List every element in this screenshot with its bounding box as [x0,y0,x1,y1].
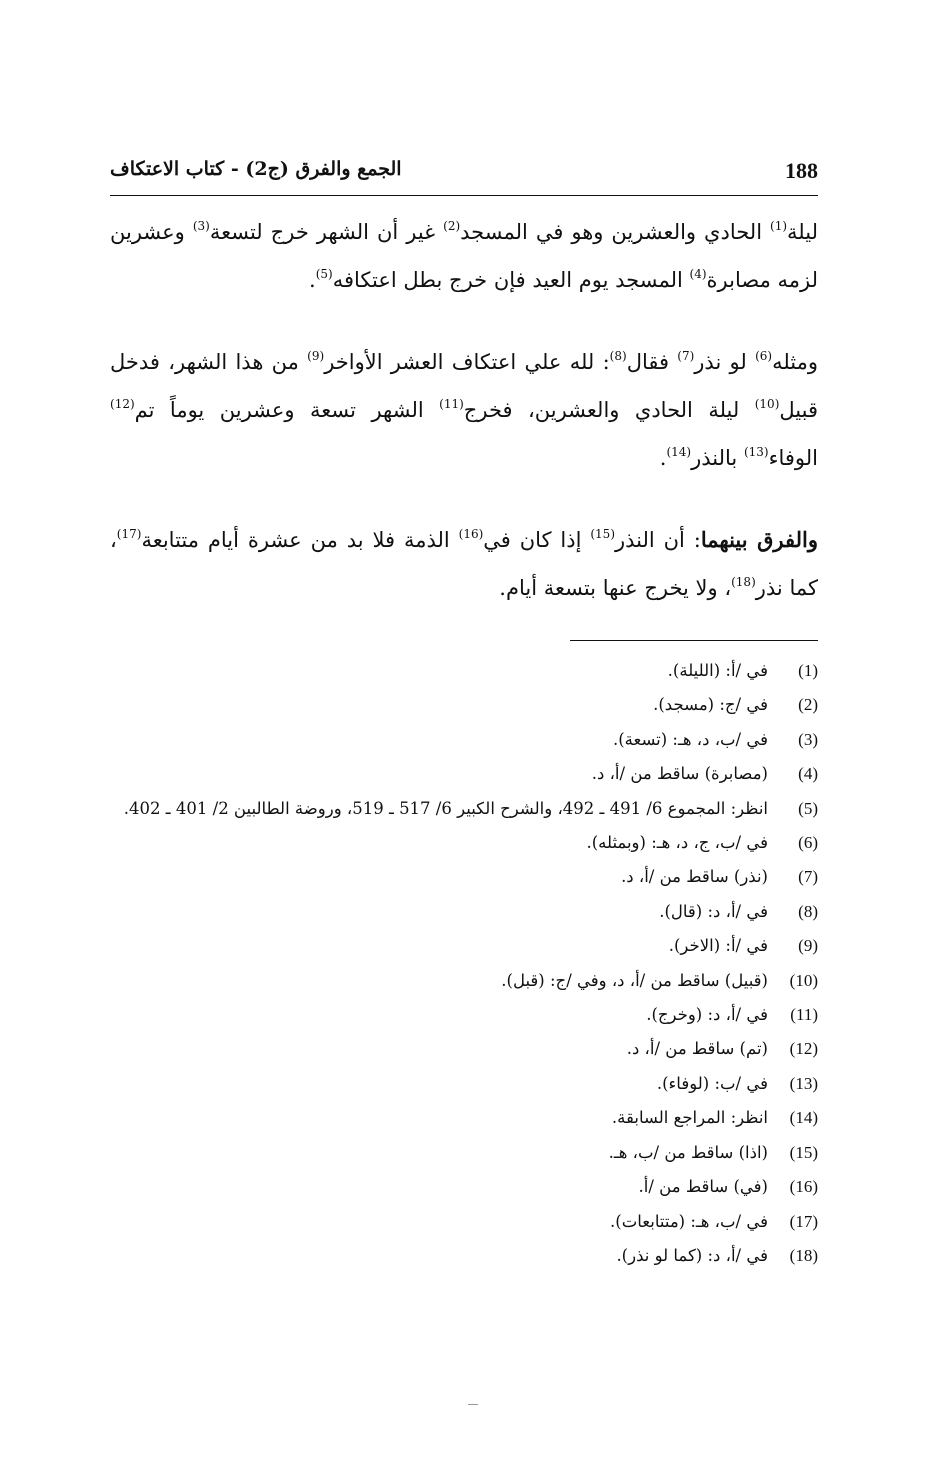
text-segment: ، ولا يخرج عنها بتسعة أيام. [499,576,732,600]
text-segment: . [309,268,316,292]
footnote-text: في /أ، د: (كما لو نذر). [616,1245,768,1265]
footnote-reference: (17) [116,527,142,541]
footnote-item [110,757,818,791]
text-segment: لو نذر [694,350,756,374]
footnote-text: (اذا) ساقط من /ب، هـ. [608,1142,768,1162]
footnote-number: (10) [789,970,818,990]
text-segment: الوفاء [768,446,818,470]
footnote-number: (12) [789,1039,818,1059]
footnote-item [110,1067,818,1101]
text-segment: وعشرين لزمه مصابرة [110,220,818,292]
footnote-reference: (8) [609,349,627,363]
footnote-item [110,860,818,894]
footnote-item [110,1136,818,1170]
page-bottom-mark [468,1404,478,1405]
text-segment: غير أن الشهر خرج لتسعة [209,220,444,244]
paragraph [110,516,818,612]
footnote-text: في /ب، هـ: (متتابعات). [610,1211,768,1231]
page-header [110,156,818,190]
footnote-number: (6) [798,833,818,853]
footnote-item [110,1205,818,1239]
footnote-number: (16) [789,1177,818,1197]
footnote-item [110,1170,818,1204]
footnote-item [110,964,818,998]
footnote-text: في /أ، د: (وخرج). [646,1005,768,1025]
footnote-item [110,688,818,722]
footnote-reference: (9) [307,349,325,363]
paragraph [110,338,818,482]
running-title: الجمع والفرق (ج2) - كتاب الاعتكاف [110,158,402,180]
text-segment: إذا كان في [483,528,591,552]
footnote-number: (7) [798,867,818,887]
footnote-reference: (4) [689,267,707,281]
text-segment: ليلة الحادي والعشرين، فخرج [463,398,755,422]
text-segment: المسجد يوم العيد فإن خرج بطل اعتكافه [332,268,690,292]
footnote-item [110,1239,818,1273]
footnote-reference: (10) [754,397,780,411]
footnote-text: في /ب، ج، د، هـ: (وبمثله). [586,833,768,853]
footnote-reference: (11) [439,397,464,411]
main-text [110,208,818,612]
footnote-reference: (14) [666,445,692,459]
footnote-text: انظر: المراجع السابقة. [611,1108,768,1128]
footnote-number: (3) [798,729,818,749]
text-segment: الذمة فلا بد من عشرة أيام متتابعة [141,528,459,552]
footnote-reference: (15) [590,527,615,541]
text-segment: ومثله [772,350,819,374]
paragraph [110,208,818,304]
footnote-reference: (12) [110,397,135,411]
header-rule [110,195,818,196]
footnote-number: (9) [798,936,818,956]
footnote-number: (5) [798,798,818,818]
footnote-text: (في) ساقط من /أ. [638,1177,768,1197]
footnote-reference: (2) [443,219,461,233]
footnote-text: (مصابرة) ساقط من /أ، د. [591,764,768,784]
text-segment: بالنذر [691,446,744,470]
footnote-number: (18) [789,1245,818,1265]
footnote-item [110,654,818,688]
footnote-text: (تم) ساقط من /أ، د. [626,1039,768,1059]
footnote-text: في /أ: (الليلة). [667,661,768,680]
footnote-text: انظر: المجموع 6/ 491 ـ 492، والشرح الكبير 6/ 517 ـ 519، وروضة الطالبين 2/ 401 ـ 402. [123,798,768,818]
footnote-item [110,895,818,929]
footnote-text: (قبيل) ساقط من /أ، د، وفي /ج: (قبل). [501,970,768,990]
footnote-reference: (5) [315,267,333,281]
text-segment: : لله علي اعتكاف العشر الأواخر [324,350,610,374]
footnote-reference: (1) [770,219,788,233]
footnote-reference: (18) [731,575,756,589]
footnote-reference: (3) [192,219,210,233]
footnote-text: في /أ، د: (قال). [659,901,768,921]
footnote-reference: (13) [743,445,769,459]
footnote-number: (14) [789,1108,818,1128]
footnote-text: في /أ: (الاخر). [668,936,768,956]
footnote-number: (2) [798,695,818,715]
footnote-number: (11) [790,1005,818,1025]
text-segment: من هذا الشهر، فدخل قبيل [110,350,819,422]
footnote-reference: (7) [677,349,695,363]
footnote-text: (نذر) ساقط من /أ، د. [621,867,768,887]
footnote-text: في /ج: (مسجد). [653,695,768,715]
footnote-item [110,792,818,826]
text-segment: : أن النذر [615,528,701,552]
footnote-number: (17) [789,1211,818,1231]
footnotes-list [110,654,818,1273]
text-segment: الشهر تسعة وعشرين يوماً تم [134,398,440,422]
footnote-text: في /ب: (لوفاء). [656,1073,768,1093]
footnote-item [110,1032,818,1066]
footnote-number: (1) [798,661,818,680]
text-segment: ليلة [787,220,818,244]
footnote-item [110,826,818,860]
footnote-text: في /ب، د، هـ: (تسعة). [612,729,768,749]
text-segment: ، كما نذر [110,528,818,600]
footnote-number: (15) [789,1142,818,1162]
footnote-number: (8) [798,901,818,921]
footnote-number: (4) [798,764,818,784]
text-segment: فقال [626,350,678,374]
footnote-item [110,1101,818,1135]
footnote-reference: (16) [458,527,484,541]
footnote-item [110,723,818,757]
footnote-reference: (6) [755,349,773,363]
bold-lead-text: والفرق بينهما [700,527,819,552]
footnote-item [110,929,818,963]
page-number: 188 [785,158,818,183]
text-segment: . [659,446,667,470]
footnote-separator [570,640,818,641]
footnote-number: (13) [789,1073,818,1093]
footnote-item [110,998,818,1032]
text-segment: الحادي والعشرين وهو في المسجد [460,220,771,244]
